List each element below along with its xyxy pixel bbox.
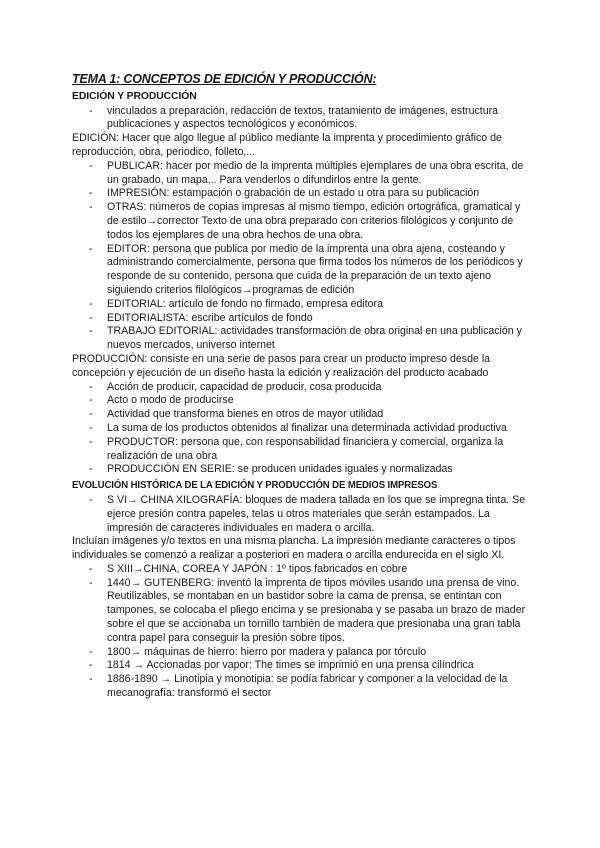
list-edicion-terms [72,160,532,353]
list-item: - La suma de los productos obtenidos al finalizar una determinada actividad productiva [72,422,532,436]
page-title: TEMA 1: CONCEPTOS DE EDICIÓN Y PRODUCCIÓN: [72,72,377,86]
list-item: - Acto o modo de producirse [72,394,532,408]
list-item: - PUBLICAR: hacer por medio de la imprenta múltiples ejemplares de una obra escrita, de un grabado, un mapa,.. Para venderlos o difundirlos entre la gente. [72,160,532,188]
list-item: - IMPRESIÓN: estampación o grabación de un estado u otra para su publicación [72,187,532,201]
list-item: - PRODUCTOR: persona que, con responsabilidad financiera y comercial, organiza la realización de una obra [72,436,532,464]
list-item: - EDITORIALISTA: escribe artículos de fondo [72,312,532,326]
list-edicion-intro [72,105,532,133]
list-evolucion-timeline [72,563,532,701]
list-item: - Acción de producir, capacidad de producir, cosa producida [72,381,532,395]
section-heading-evolucion: EVOLUCIÓN HISTÓRICA DE LA EDICIÓN Y PRODUCCIÓN DE MEDIOS IMPRESOS [72,480,438,492]
list-item: - OTRAS: números de copias impresas al mismo tiempo, edición ortográfica, gramatical y de estilo→corrector Texto de una obra preparado con criterios filológicos y conjunto de todos los ejemplares de una obra hechos de una obra. [72,201,532,242]
list-item: - 1440→ GUTENBERG: inventó la imprenta de tipos móviles usando una prensa de vino. Reutilizables, se montaban en un bastidor sobre la cama de prensa, se entintan con tampones, se colocaba el pliego encima y se presionaba y se pasaba un brazo de mader sobre el que se accionaba un tornillo también de madera que presionaba una gran tabla contra papel para conseguir la presión sobre tipos. [72,577,532,646]
list-item: - PRODUCCIÓN EN SERIE: se producen unidades iguales y normalizadas [72,463,532,477]
list-item: - vinculados a preparación, redacción de textos, tratamiento de imágenes, estructura publicaciones y aspectos tecnológicos y económicos. [72,105,532,133]
list-item: - Actividad que transforma bienes en otros de mayor utilidad [72,408,532,422]
list-item: - S VI→ CHINA XILOGRAFÍA: bloques de madera tallada en los que se impregna tinta. Se ejerce presión contra papeles, telas u otros materiales que serán estampados. La impresión de caracteres individuales en madera o arcilla. [72,494,532,535]
list-item: - 1800→ máquinas de hierro: hierro por madera y palanca por tórculo [72,646,532,660]
list-produccion [72,381,532,478]
list-item: - 1886-1890 → Linotipia y monotipia: se podía fabricar y componer a la velocidad de la mecanografía: transformó el sector [72,673,532,701]
paragraph-evolucion: Incluían imágenes y/o textos en una misma plancha. La impresión mediante caracteres o tipos individuales se comenzó a realizar a posteriori en madera o arcilla endurecida en el siglo XI. [72,535,516,562]
page-content [72,73,532,701]
list-item: - EDITORIAL: artículo de fondo no firmado, empresa editora [72,298,532,312]
list-evolucion-intro [72,494,532,535]
section-heading-edicion: EDICIÓN Y PRODUCCIÓN [72,90,197,102]
list-item: - EDITOR: persona que publica por medio de la imprenta una obra ajena, costeando y administrando comercialmente, persona que firma todos los números de los periódicos y responde de su contenido, persona que cuida de la preparación de un texto ajeno siguiendo criterios filológicos→programas de edición [72,243,532,298]
list-item: - S XIII→CHINA, COREA Y JAPÓN : 1º tipos fabricados en cobre [72,563,532,577]
list-item: - TRABAJO EDITORIAL: actividades transformación de obra original en una publicación y nuevos mercados, universo internet [72,325,532,353]
paragraph-edicion: EDICIÓN: Hacer que algo llegue al público mediante la imprenta y procedimiento gráfico de reproducción, obra, periodico, folleto,... [72,132,502,158]
paragraph-produccion: PRODUCCIÓN: consiste en una serie de pasos para crear un producto impreso desde la concepción y ejecución de un diseño hasta la edición y realización del producto acabado [72,352,491,379]
list-item: - 1814 → Accionadas por vapor: The times se imprimió en una prensa cilíndrica [72,659,532,673]
